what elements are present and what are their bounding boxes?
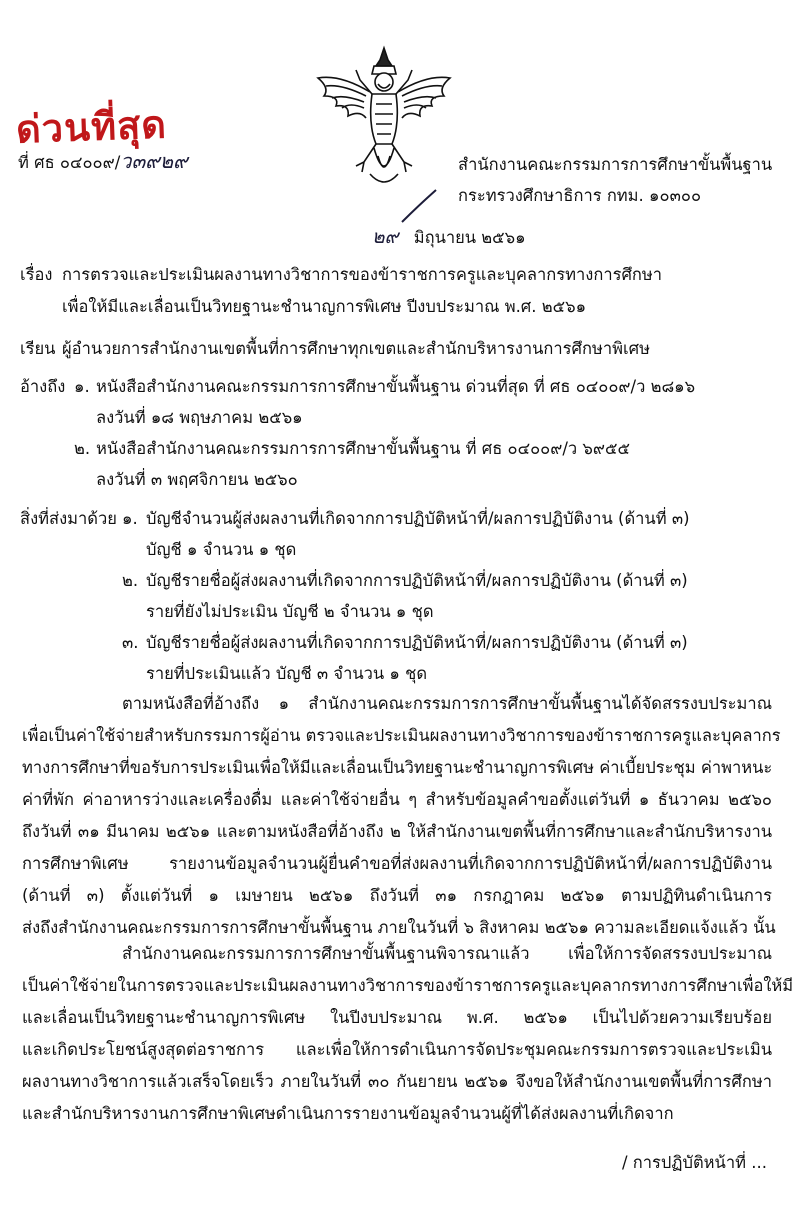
subject-line-1: การตรวจและประเมินผลงานทางวิชาการของข้าราชการครูและบุคลากรทางการศึกษา [62,265,663,284]
references-label: อ้างถึง [20,377,66,396]
to-label: เรียน [20,339,56,358]
paragraph-line: และสำนักบริหารงานการศึกษาพิเศษดำเนินการรายงานข้อมูลจำนวนผู้ที่ได้ส่งผลงานที่เกิดจาก [22,1104,674,1123]
reference-1-line-1: หนังสือสำนักงานคณะกรรมการการศึกษาขั้นพื้นฐาน ด่วนที่สุด ที่ ศธ ๐๔๐๐๙/ว ๒๘๑๖ [96,377,696,396]
pen-stroke-icon [400,186,440,226]
enclosure-1-number: ๑. [122,509,138,528]
body-paragraph-2 [22,938,794,1130]
agency-name: สำนักงานคณะกรรมการการศึกษาขั้นพื้นฐาน [458,155,773,174]
date-day-handwritten: ๒๙ [372,226,399,248]
enclosure-1-line-1: บัญชีจำนวนผู้ส่งผลงานที่เกิดจากการปฏิบัติหน้าที่/ผลการปฏิบัติงาน (ด้านที่ ๓) [146,509,690,528]
reference-1-number: ๑. [74,377,90,396]
reference-2-line-1: หนังสือสำนักงานคณะกรรมการการศึกษาขั้นพื้นฐาน ที่ ศธ ๐๔๐๐๙/ว ๖๙๕๕ [96,439,630,458]
paragraph-line: ผลงานทางวิชาการแล้วเสร็จโดยเร็ว ภายในวันที่ ๓๐ กันยายน ๒๕๖๑ จึงขอให้สำนักงานเขตพื้นที่การศึกษา [22,1072,772,1091]
enclosure-3-line-2: รายที่ประเมินแล้ว บัญชี ๓ จำนวน ๑ ชุด [146,664,428,683]
paragraph-line: และเกิดประโยชน์สูงสุดต่อราชการ และเพื่อให้การดำเนินการจัดประชุมคณะกรรมการตรวจและประเมิน [22,1040,772,1059]
date-month-year: มิถุนายน ๒๕๖๑ [413,228,526,247]
paragraph-line: ทางการศึกษาที่ขอรับการประเมินเพื่อให้มีและเลื่อนเป็นวิทยฐานะชำนาญการพิเศษ ค่าเบี้ยประชุม ค่าพาหนะ [22,758,773,777]
enclosure-1-line-2: บัญชี ๑ จำนวน ๑ ชุด [146,540,297,559]
enclosure-3-line-1: บัญชีรายชื่อผู้ส่งผลงานที่เกิดจากการปฏิบัติหน้าที่/ผลการปฏิบัติงาน (ด้านที่ ๓) [146,633,688,652]
paragraph-line: เพื่อเป็นค่าใช้จ่ายสำหรับกรรมการผู้อ่าน ตรวจและประเมินผลงานทางวิชาการของข้าราชการครูและบุคลากร [22,726,781,745]
urgency-stamp: ด่วนที่สุด [15,101,168,152]
enclosures-label: สิ่งที่ส่งมาด้วย [20,509,117,528]
reference-handwritten: ว๓๙๒๙ [120,149,188,173]
reference-2-line-2: ลงวันที่ ๓ พฤศจิกายน ๒๕๖๐ [96,470,298,489]
agency-address: กระทรวงศึกษาธิการ กทม. ๑๐๓๐๐ [458,186,702,205]
enclosure-3-number: ๓. [122,633,139,652]
subject-label: เรื่อง [20,265,53,284]
paragraph-line: และเลื่อนเป็นวิทยฐานะชำนาญการพิเศษ ในปีงบประมาณ พ.ศ. ๒๕๖๑ เป็นไปด้วยความเรียบร้อย [22,1008,772,1027]
reference-2-number: ๒. [74,439,91,458]
paragraph-line: (ด้านที่ ๓) ตั้งแต่วันที่ ๑ เมษายน ๒๕๖๑ ถึงวันที่ ๓๑ กรกฎาคม ๒๕๖๑ ตามปฏิทินดำเนินการ [22,886,772,905]
paragraph-line: ตามหนังสือที่อ้างถึง ๑ สำนักงานคณะกรรมการการศึกษาขั้นพื้นฐานได้จัดสรรงบประมาณ [122,694,772,713]
continuation-marker: / การปฏิบัติหน้าที่ ... [622,1153,767,1172]
garuda-emblem-icon [310,44,458,192]
subject-line-2: เพื่อให้มีและเลื่อนเป็นวิทยฐานะชำนาญการพิเศษ ปีงบประมาณ พ.ศ. ๒๕๖๑ [62,297,587,316]
to-recipient: ผู้อำนวยการสำนักงานเขตพื้นที่การศึกษาทุกเขตและสำนักบริหารงานการศึกษาพิเศษ [62,339,651,358]
reference-1-line-2: ลงวันที่ ๑๘ พฤษภาคม ๒๕๖๑ [96,408,303,427]
enclosure-2-line-1: บัญชีรายชื่อผู้ส่งผลงานที่เกิดจากการปฏิบัติหน้าที่/ผลการปฏิบัติงาน (ด้านที่ ๓) [146,571,688,590]
body-paragraph-1 [22,688,781,944]
paragraph-line: ส่งถึงสำนักงานคณะกรรมการการศึกษาขั้นพื้นฐาน ภายในวันที่ ๖ สิงหาคม ๒๕๖๑ ความละเอียดแจ้งแล้ว นั้น [22,918,776,937]
paragraph-line: การศึกษาพิเศษ รายงานข้อมูลจำนวนผู้ยื่นคำขอที่ส่งผลงานที่เกิดจากการปฏิบัติหน้าที่/ผลการปฏิบัติงาน [22,854,772,873]
enclosure-2-line-2: รายที่ยังไม่ประเมิน บัญชี ๒ จำนวน ๑ ชุด [146,602,434,621]
paragraph-line: ค่าที่พัก ค่าอาหารว่างและเครื่องดื่ม และค่าใช้จ่ายอื่น ๆ สำหรับข้อมูลคำขอตั้งแต่วันที่ ๑ ธันวาคม ๒๕๖๐ [22,790,772,809]
paragraph-line: เป็นค่าใช้จ่ายในการตรวจและประเมินผลงานทางวิชาการของข้าราชการครูและบุคลากรทางการศึกษาเพื่อให้มี [22,976,794,995]
reference-label: ที่ ศธ ๐๔๐๐๙/ [18,153,121,172]
letter-date [372,226,526,249]
enclosure-2-number: ๒. [122,571,139,590]
paragraph-line: สำนักงานคณะกรรมการการศึกษาขั้นพื้นฐานพิจารณาแล้ว เพื่อให้การจัดสรรงบประมาณ [122,944,772,963]
paragraph-line: ถึงวันที่ ๓๑ มีนาคม ๒๕๖๑ และตามหนังสือที่อ้างถึง ๒ ให้สำนักงานเขตพื้นที่การศึกษาและสำนักบริหารงาน [22,822,772,841]
reference-number [18,150,188,174]
